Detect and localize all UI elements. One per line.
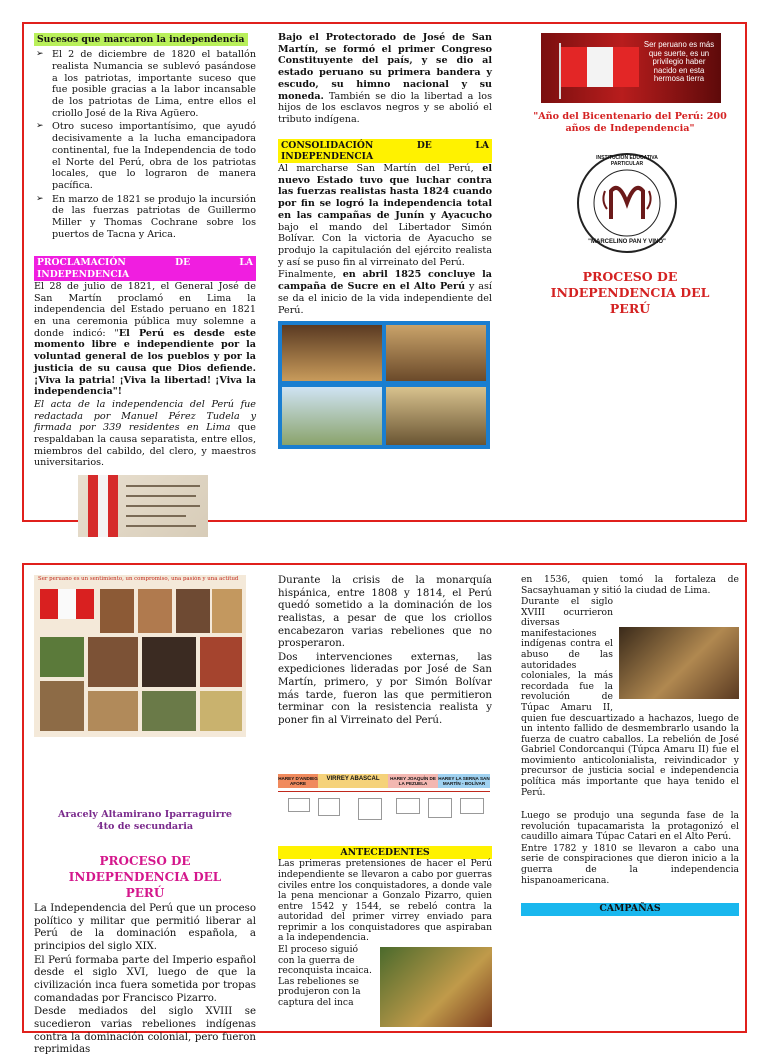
cover-title: PROCESO DE INDEPENDENCIA DEL PERÚ [550,268,710,317]
arrow-bullet-icon: ➢ [36,193,44,204]
timeline-segment: HAREY D'ANDIEG AFORE [278,775,318,787]
brochure-page-back [22,563,747,1056]
column-1 [34,24,256,537]
column-3 [521,565,739,916]
antecedentes-paragraph: Las primeras pretensiones de hacer el Perú independiente se llevaron a cabo por guerras civiles entre los conquistadores, a donde vale la pena mencionar a Gonzalo Pizarro, quien entre 1542 y 1544, se rebeló contra la autoridad del primer virrey enviado para reprimir a los conquistadores que aspiraban a la independencia. [278,858,492,944]
timeline-segment: HAREY JOAQUÍN DE LA PEZUELA [388,774,438,788]
seal-text-top: INSTITUCIÓN EDUCATIVA PARTICULAR [596,154,658,168]
intro-paragraph-1: La Independencia del Perú que un proceso político y militar que permitió liberar al Perú de la dominación española, a principios del siglo XIX. [34,903,256,953]
acta-paragraph: El acta de la independencia del Perú fue redactada por Manuel Pérez Tudela y firmada por 339 residentes en Lima que respaldaban la causa separatista, entre ellos, miembros del cabildo, del clero, y maestros universitarios. [34,398,256,469]
heading-consolidacion: CONSOLIDACIÓN DE LA INDEPENDENCIA [278,139,492,163]
author-name: Aracely Altamirano Iparraguirre [57,809,232,820]
flag-banner-text: Ser peruano es más que suerte, es un privilegio haber nacido en esta hermosa tierra [643,40,715,84]
heading-campanas: CAMPAÑAS [599,903,661,915]
heading-campanas-bar [521,903,739,916]
protectorado-paragraph: Bajo el Protectorado de José de San Martín, se formó el primer Congreso Constituyente del país, y se dio al estado peruano su primera bandera y escudo, su himno nacional y su moneda. También se dio la libertad a los hijos de los esclavos negros y se abolió el tributo indígena. [278,32,492,125]
column-3 [521,24,739,318]
intro-paragraph-2: El Perú formaba parte del Imperio español desde el siglo XVI, luego de que la civilización inca fuera sometida por tropas comandadas por Francisco Pizarro. [34,954,256,1004]
grade-label: 4to de secundaria [96,820,194,832]
viceroyalty-timeline [278,746,490,828]
independence-collage-image [278,321,490,449]
heading-antecedentes: ANTECEDENTES [340,846,430,858]
crisis-paragraph: Durante la crisis de la monarquía hispánica, entre 1808 y 1814, el Perú quedó sometido a la dominación de los realistas, a pesar de que los criollos encabezaron varias rebeliones que no prosperaron. [278,575,492,650]
seal-text-bottom: "MARCELINO PAN Y VINO" [588,238,666,245]
proclamation-paragraph: El 28 de julio de 1821, el General José de San Martín proclamó en Lima la independencia del Estado peruano en 1821 en una ceremonia pública muy solemne a donde indicó: "El Perú es desde este momento libre e independiente por la voluntad general de los pueblos y por la justicia de su causa que Dios defiende. ¡Viva la patria! ¡Viva la libertad! ¡Viva la independencia"! [34,280,257,398]
conspiraciones-paragraph: Entre 1782 y 1810 se llevaron a cabo una serie de conspiraciones que dieron inicio a la guerra de la independencia hispanoamericana. [521,842,739,886]
heading-antecedentes-bar [278,846,492,860]
back-title: PROCESO DE INDEPENDENCIA DEL PERÚ [68,854,222,900]
expediciones-paragraph: Dos intervenciones externas, las expediciones lideradas por José de San Martín, primero, y por Simón Bolívar más tarde, fueron las que permitieron terminar con la resistencia realista y poner fin al Virreinato del Perú. [278,651,492,727]
arrow-bullet-icon: ➢ [36,121,44,132]
list-item: ➢ Otro suceso importantísimo, que ayudó decisivamente a la lucha emancipadora continental, fue la Independencia de todo el Norte del Perú, obra de los patriotas locales, que lo lograron de manera pacífica. [36,121,256,191]
reconquista-image [380,947,492,1027]
sacsayhuaman-paragraph: en 1536, quien tomó la fortaleza de Sacsayhuaman y sitió la ciudad de Lima. [521,574,739,596]
collage-banner-text: Ser peruano es un sentimiento, un compromiso, una pasión y una actitud [38,576,239,582]
school-seal-logo [575,151,679,255]
arrow-bullet-icon: ➢ [36,49,44,60]
list-item: ➢ El 2 de diciembre de 1820 el batallón realista Numancia se sublevó pasándose a los patriotas, importante suceso que fue posible gracias a la labor incansable de los patriotas de Lima, entre ellos el criollo José de la Riva Agüero. [36,49,256,119]
heading-sucesos: Sucesos que marcaron la independencia [34,33,248,46]
consolidacion-paragraph: Al marcharse San Martín del Perú, el nuevo Estado tuvo que luchar contra las fuerzas realistas hasta 1824 cuando por fin se logró la independencia total en las campañas de Junín y Ayacucho bajo el mando del Libertador Simón Bolívar. Con la victoria de Ayacucho se produjo la capitulación del ejército realista y así se puso fin al virreinato del Perú. [278,163,492,268]
bicentenario-caption: "Año del Bicentenario del Perú: 200 años de Independencia" [533,111,727,134]
heading-proclamacion: PROCLAMACIÓN DE LA INDEPENDENCIA [34,256,256,280]
list-item: ➢ En marzo de 1821 se produjo la incursión de las fuerzas patriotas de Guillermo Miller y Thomas Cochrane sobre los puertos de Tacna y Arica. [36,193,256,240]
column-2 [278,24,492,449]
peru-collage-image [34,575,246,737]
tupac-amaru-paragraph: Durante el siglo XVIII ocurrieron diversas manifestaciones indígenas contra el abuso de las autoridades coloniales, la más recordada fue la revolución de Túpac Amaru II, quien fue descuartizado a hachazos, luego de un intento fallido de desmembrarlo usando la fuerza de cuatro caballos. La rebelión de José Gabriel Condorcanqui (Túpca Amaru II) fue el movimiento anticolonialista, reivindicador y precursor de justicia social e independencia política más importante que haya tenido el Perú. [521,596,739,798]
acta-document-image [78,475,208,537]
tupac-amaru-image [619,627,739,699]
sucre-paragraph: Finalmente, en abril 1825 concluye la campaña de Sucre en el Alto Perú y así se da el inicio de la vida independiente del Perú. [278,269,493,316]
reconquista-paragraph: El proceso siguió con la guerra de reconquista incaica. Las rebeliones se produjeron con la captura del inca [278,943,372,1008]
column-1 [34,565,256,1058]
column-2 [278,565,492,1009]
brochure-page-front [22,22,747,522]
tupac-catari-paragraph: Luego se produjo una segunda fase de la revolución tupacamarista la protagonizó el caudillo aimara Túpac Catari en el Alto Perú. [521,810,739,843]
timeline-segment: HAREY LA SERNA SAN MARTÍN - BOLÍVAR [438,775,490,787]
flag-banner-image [541,33,721,103]
bullet-list [34,49,256,240]
intro-paragraph-3: Desde mediados del siglo XVIII se sucedieron varias rebeliones indígenas contra la dominación colonial, pero fueron reprimidas [34,1006,256,1056]
timeline-segment: VIRREY ABASCAL [318,774,388,788]
